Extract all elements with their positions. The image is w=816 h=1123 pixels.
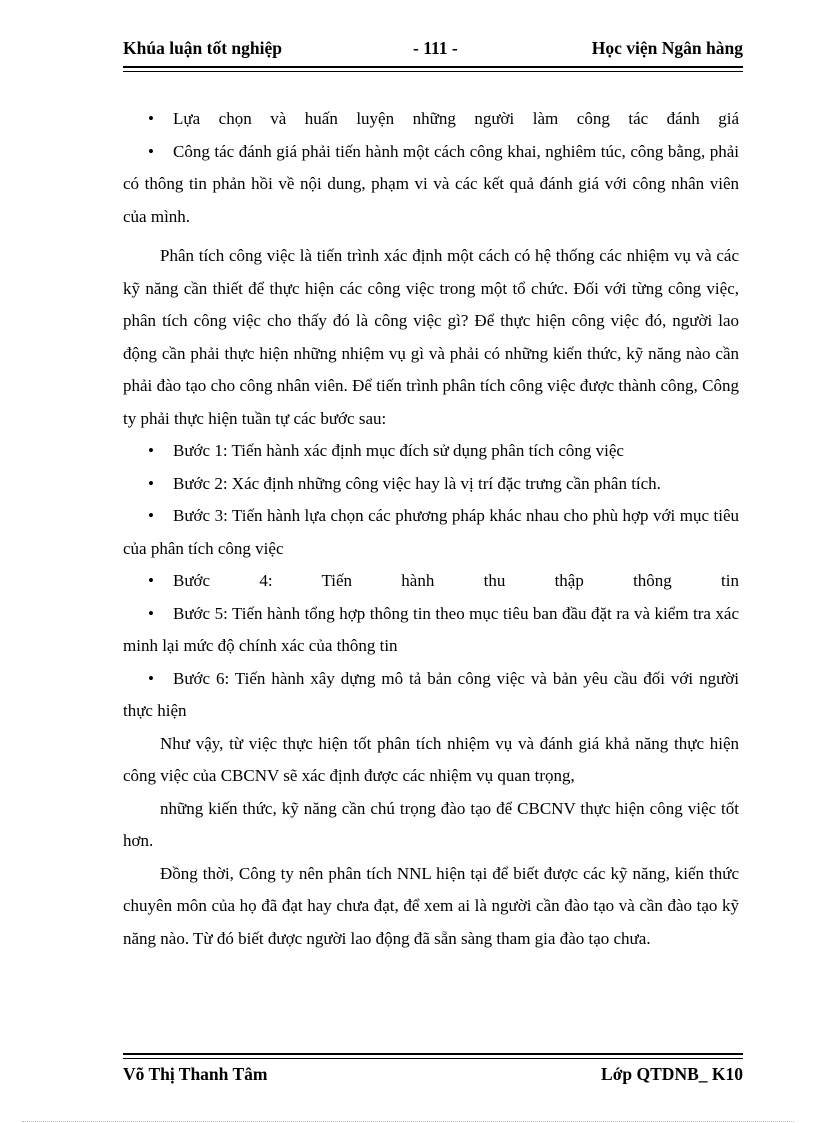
- footer-author: Võ Thị Thanh Tâm: [123, 1064, 268, 1084]
- step-text: Bước 3: Tiến hành lựa chọn các phương pháp khác nhau cho phù hợp với mục tiêu của phân tích công việc: [123, 506, 739, 558]
- header-divider: [123, 66, 743, 72]
- step-item: [123, 565, 739, 598]
- header-thesis-title: Khúa luận tốt nghiệp: [123, 38, 283, 58]
- footer-class: Lớp QTDNB_ K10: [601, 1064, 743, 1084]
- paragraph: Đồng thời, Công ty nên phân tích NNL hiện tại để biết được các kỹ năng, kiến thức chuyên môn của họ đã đạt hay chưa đạt, để xem ai là người cần đào tạo và cần đào tạo kỹ năng nào. Từ đó biết được người lao động đã sẵn sàng tham gia đào tạo chưa.: [123, 863, 739, 948]
- step-item: [123, 468, 739, 501]
- step-text: Bước 1: Tiến hành xác định mục đích sử dụng phân tích công việc: [173, 441, 624, 460]
- page-edge-divider: [22, 1121, 794, 1122]
- bullet-icon: •: [148, 473, 154, 493]
- bullet-icon: •: [148, 506, 154, 525]
- bullet-item: [123, 136, 739, 234]
- page-body: [123, 103, 739, 955]
- bullet-icon: •: [148, 571, 154, 590]
- page-header: [123, 38, 743, 66]
- step-item: [123, 500, 739, 565]
- bullet-icon: •: [148, 109, 154, 128]
- header-page-number: - 111 -: [413, 38, 458, 58]
- bullet-icon: •: [148, 141, 154, 161]
- bullet-item: [123, 103, 739, 136]
- step-text: Bước 4: Tiến hành thu thập thông tin: [173, 571, 739, 590]
- bullet-icon: •: [148, 668, 154, 688]
- bullet-text: Lựa chọn và huấn luyện những người làm công tác đánh giá: [173, 109, 739, 128]
- step-text: Bước 5: Tiến hành tổng hợp thông tin theo mục tiêu ban đầu đặt ra và kiểm tra xác minh lại mức độ chính xác của thông tin: [123, 603, 739, 655]
- bullet-text: Công tác đánh giá phải tiến hành một cách công khai, nghiêm túc, công bằng, phải có thông tin phản hồi về nội dung, phạm vi và các kết quả đánh giá với công nhân viên của mình.: [123, 141, 739, 226]
- paragraph: những kiến thức, kỹ năng cần chú trọng đào tạo để CBCNV thực hiện công việc tốt hơn.: [123, 798, 739, 850]
- step-item: [123, 598, 739, 663]
- bullet-icon: •: [148, 441, 154, 460]
- footer-divider: [123, 1053, 743, 1059]
- step-text: Bước 2: Xác định những công việc hay là vị trí đặc trưng cần phân tích.: [173, 473, 661, 493]
- step-item: [123, 663, 739, 728]
- step-text: Bước 6: Tiến hành xây dựng mô tả bản công việc và bản yêu cầu đối với người thực hiện: [123, 668, 739, 720]
- bullet-icon: •: [148, 603, 154, 623]
- paragraph: Như vậy, từ việc thực hiện tốt phân tích nhiệm vụ và đánh giá khả năng thực hiện công việc của CBCNV sẽ xác định được các nhiệm vụ quan trọng,: [123, 733, 739, 785]
- step-item: [123, 435, 739, 468]
- header-institution: Học viện Ngân hàng: [591, 38, 743, 58]
- paragraph: Phân tích công việc là tiến trình xác định một cách có hệ thống các nhiệm vụ và các kỹ năng cần thiết để thực hiện các công việc trong một tổ chức. Đối với từng công việc, phân tích công việc cho thấy đó là công việc gì? Để thực hiện công việc đó, người lao động cần phải thực hiện những nhiệm vụ gì và phải có những kiến thức, kỹ năng nào cần phải đào tạo cho công nhân viên. Để tiến trình phân tích công việc được thành công, Công ty phải thực hiện tuần tự các bước sau:: [123, 246, 739, 428]
- page-footer: [123, 1064, 743, 1090]
